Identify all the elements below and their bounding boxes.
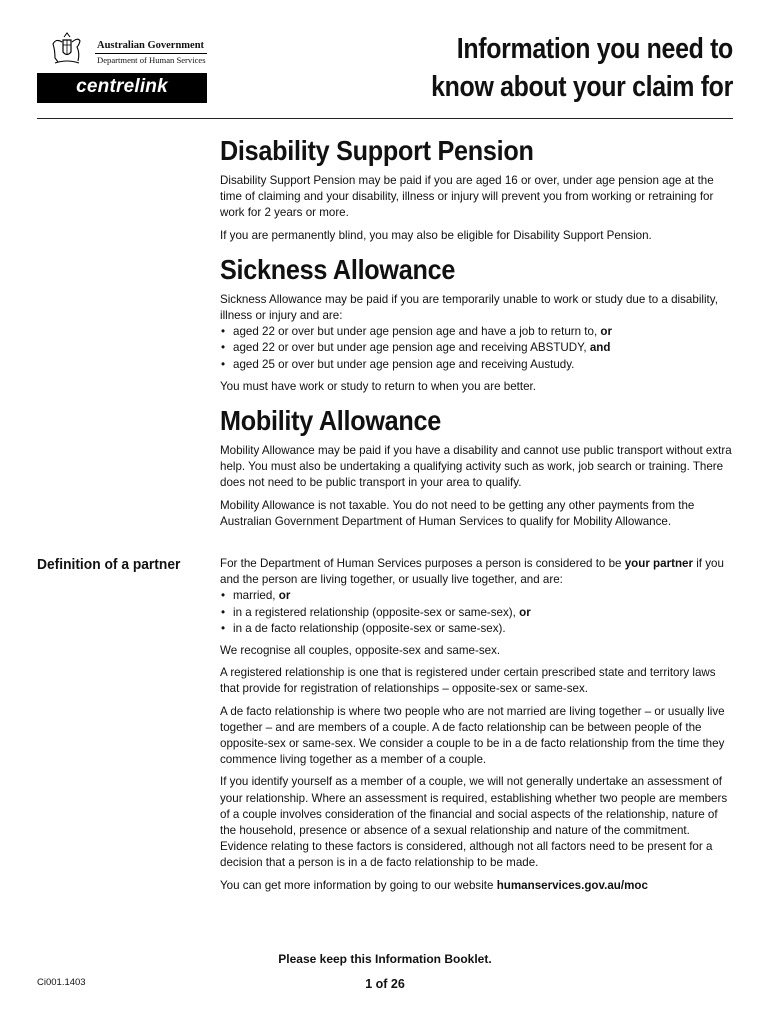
sickness-section <box>220 252 733 395</box>
sickness-outro: You must have work or study to return to when you are better. <box>220 379 536 393</box>
dsp-section <box>220 133 733 244</box>
logo-divider <box>95 53 207 54</box>
dsp-paragraph-1: Disability Support Pension may be paid if you are aged 16 or over, under age pension age at the time of claiming and your disability, illness or injury will prevent you from working or retraining for work for 2 years or more. <box>220 174 714 220</box>
partner-intro: For the Department of Human Services purposes a person is considered to be your partner if you and the person are living together, or usually live together, and are: <box>220 557 724 587</box>
title-line-1: Information you need to <box>456 33 733 65</box>
coat-of-arms-icon <box>49 32 85 66</box>
mobility-paragraph-1: Mobility Allowance may be paid if you have a disability and cannot use public transport without extra help. You must also be undertaking a qualifying activity such as work, job search or training. There does not need to be public transport in your area to qualify. <box>220 444 732 490</box>
page-number: 1 of 26 <box>365 977 405 991</box>
keep-booklet-note: Please keep this Information Booklet. <box>278 952 492 966</box>
form-code: Ci001.1403 <box>37 977 86 988</box>
list-item: • aged 22 or over but under age pension age and receiving ABSTUDY, and <box>220 340 733 356</box>
sickness-heading: Sickness Allowance <box>220 253 456 285</box>
partner-section <box>220 556 733 900</box>
title-line-2: know about your claim for <box>431 71 733 103</box>
sickness-intro: Sickness Allowance may be paid if you are temporarily unable to work or study due to a disability, illness or injury and are: <box>220 292 718 323</box>
website-link[interactable]: humanservices.gov.au/moc <box>496 878 648 892</box>
partner-paragraph-1: We recognise all couples, opposite-sex and same-sex. <box>220 644 501 658</box>
mobility-heading: Mobility Allowance <box>220 405 442 437</box>
department-name: Department of Human Services <box>97 55 206 65</box>
partner-side-heading: Definition of a partner <box>37 556 181 573</box>
header-divider <box>37 118 733 119</box>
centrelink-logo-text: centrelink <box>76 76 168 97</box>
list-item: • in a de facto relationship (opposite-sex or same-sex). <box>220 621 733 637</box>
partner-paragraph-3: A de facto relationship is where two people who are not married are living together – or usually live together – and are members of a couple. A de facto relationship can be between people of the opposite-sex or same-sex. We consider a couple to be in a de facto relationship from the time they commence living together as a member of a couple. <box>220 704 725 767</box>
mobility-paragraph-2: Mobility Allowance is not taxable. You do not need to be getting any other payments from the Australian Government Department of Human Services to qualify for Mobility Allowance. <box>220 498 695 528</box>
dsp-heading: Disability Support Pension <box>220 135 534 166</box>
mobility-section <box>220 403 733 530</box>
main-content <box>220 133 733 538</box>
partner-paragraph-2: A registered relationship is one that is registered under certain prescribed state and territory laws that provide for registration of relationships – opposite-sex or same-sex. <box>220 666 716 696</box>
list-item: • married, or <box>220 588 733 604</box>
list-item: • aged 22 or over but under age pension age and have a job to return to, or <box>220 324 733 340</box>
sickness-criteria-list <box>220 324 733 373</box>
partner-website-paragraph: You can get more information by going to our website humanservices.gov.au/moc <box>220 878 648 892</box>
list-item: • in a registered relationship (opposite-sex or same-sex), or <box>220 605 733 621</box>
list-item: • aged 25 or over but under age pension age and receiving Austudy. <box>220 357 733 373</box>
partner-paragraph-4: If you identify yourself as a member of a couple, we will not generally undertake an assessment of your relationship. Where an assessment is required, establishing whether two people are members of a couple involves consideration of the financial and social aspects of the relationship, nature of the household, presence or absence of a sexual relationship and nature of the commitment. Evidence relating to these factors is considered, although not all factors need to be present for a decision that a person is in a de facto relationship to be made. <box>220 775 728 870</box>
partner-criteria-list <box>220 588 733 637</box>
government-name: Australian Government <box>97 40 205 51</box>
centrelink-logo <box>37 73 207 103</box>
dsp-paragraph-2: If you are permanently blind, you may also be eligible for Disability Support Pension. <box>220 228 652 242</box>
page-title <box>431 30 733 106</box>
